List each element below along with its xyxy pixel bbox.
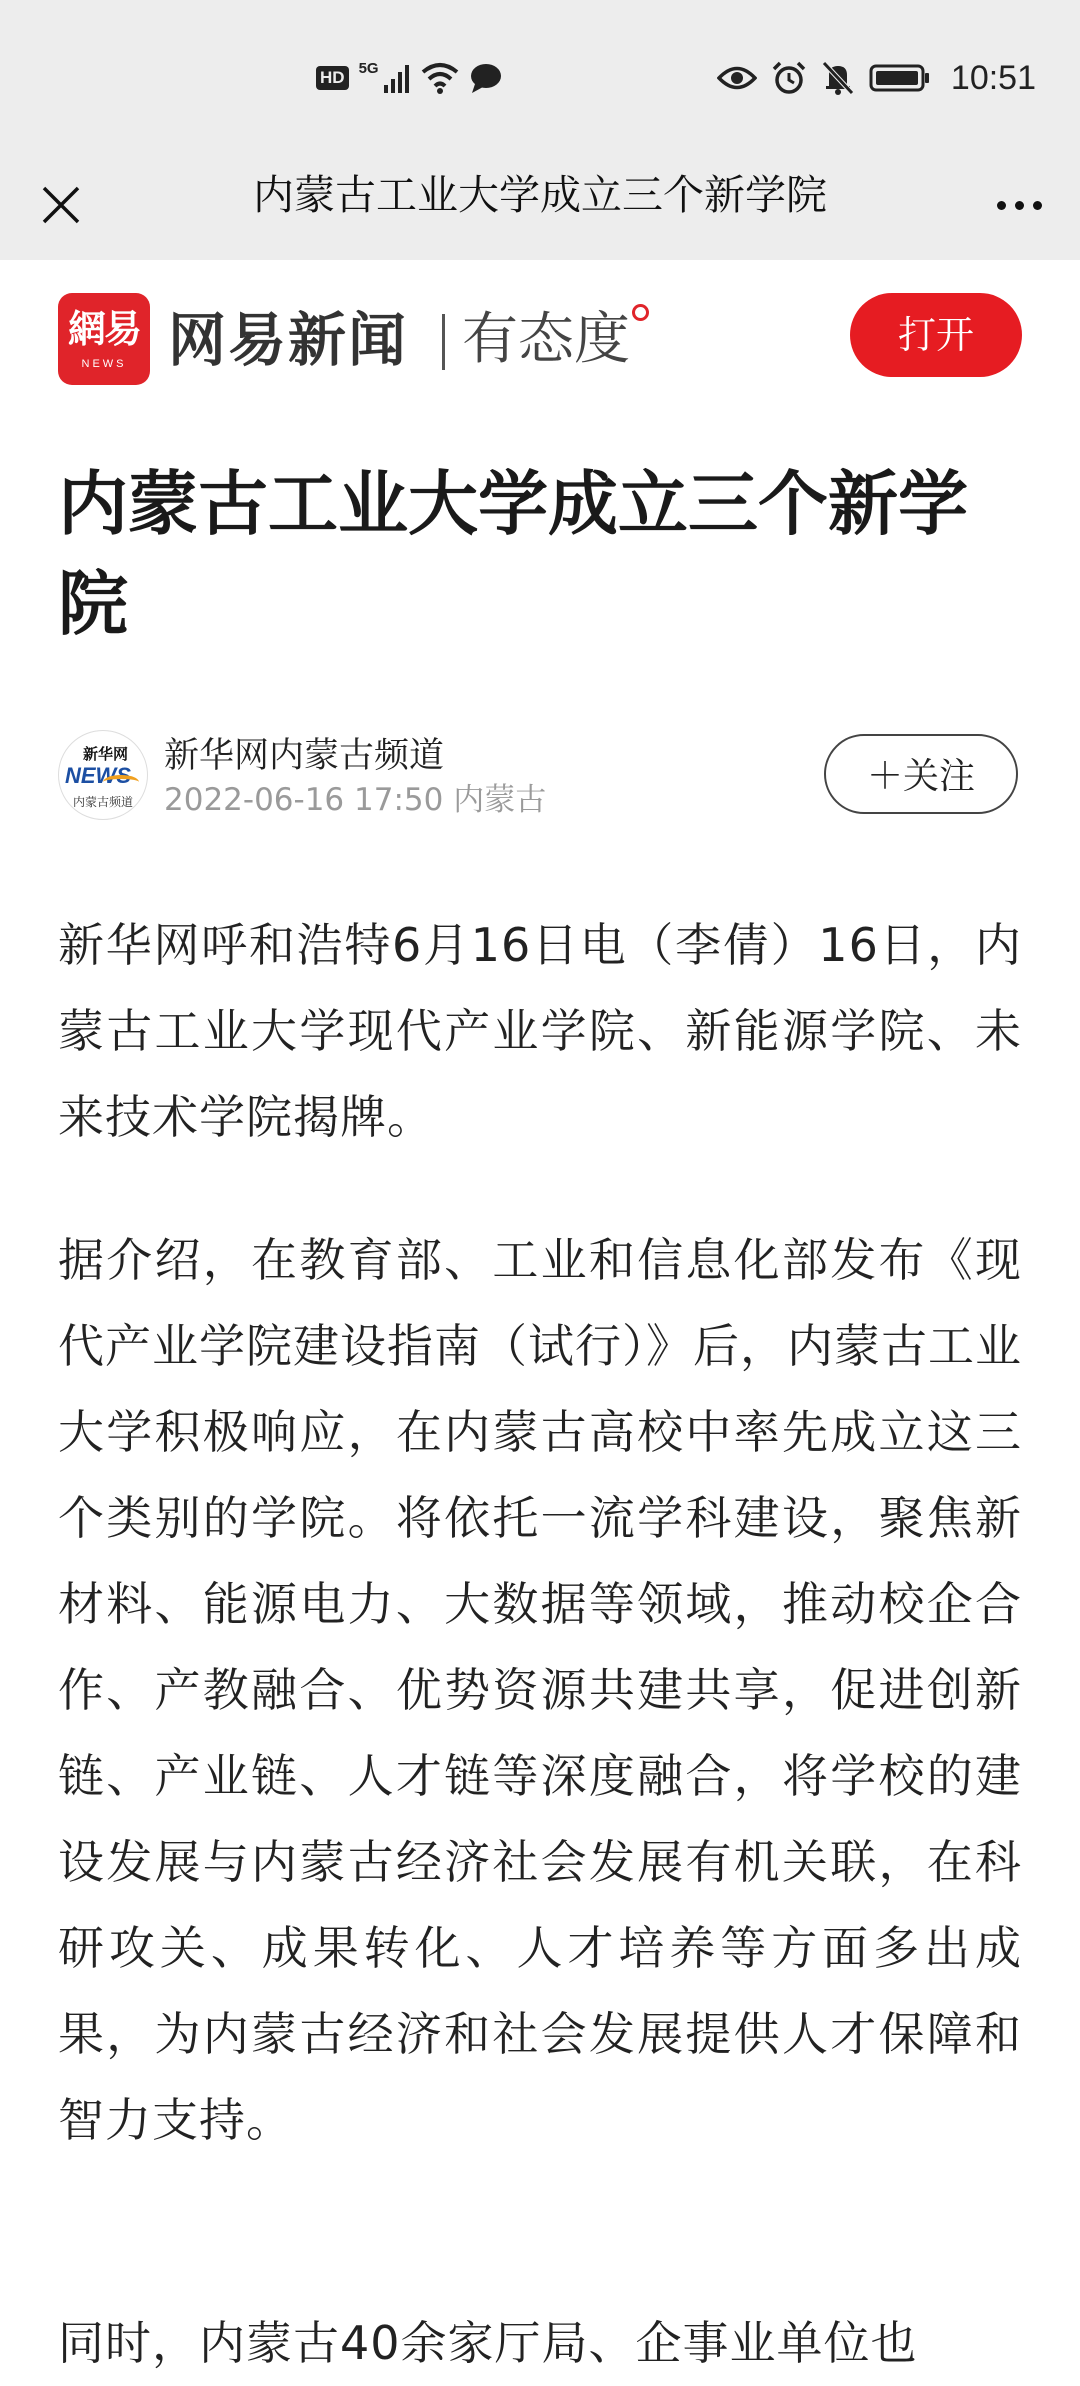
- brand-divider: [442, 314, 445, 370]
- article-headline: 内蒙古工业大学成立三个新学院: [58, 463, 968, 645]
- more-button[interactable]: [984, 170, 1054, 240]
- wifi-icon: [421, 62, 459, 94]
- author-avatar[interactable]: [58, 730, 148, 820]
- brand-name: 网易新闻: [168, 306, 409, 374]
- page-title: 内蒙古工业大学成立三个新学院: [253, 171, 827, 219]
- network-type-label: 5G: [358, 59, 379, 77]
- signal-icon: [383, 63, 411, 93]
- avatar-bottom-text: 内蒙古频道: [73, 795, 134, 809]
- avatar-top-text: 新华网: [83, 745, 129, 763]
- netease-news-logo[interactable]: [58, 293, 150, 385]
- author-name[interactable]: 新华网内蒙古频道: [164, 736, 445, 776]
- author-row: [0, 720, 1080, 830]
- eye-icon: [717, 63, 757, 93]
- status-bar: [0, 0, 1080, 150]
- clock: 10:51: [950, 58, 1036, 97]
- status-icons-left: [316, 58, 503, 98]
- more-icon-dot: [1033, 201, 1042, 210]
- brand-slogan: 有态度: [462, 307, 630, 372]
- close-icon: [41, 185, 81, 225]
- alarm-icon: [771, 60, 807, 96]
- chat-bubble-icon: [469, 62, 503, 94]
- avatar-news-text: NEWS: [65, 763, 131, 788]
- close-button[interactable]: [26, 170, 96, 240]
- nav-bar: [0, 150, 1080, 260]
- article-paragraph: 新华网呼和浩特6月16日电（李倩）16日，内蒙古工业大学现代产业学院、新能源学院、未来技术学院揭牌。: [58, 918, 1022, 1144]
- follow-button[interactable]: ＋关注: [824, 734, 1018, 814]
- publish-meta: 2022-06-16 17:50 内蒙古: [164, 782, 547, 818]
- avatar-swoosh: [103, 775, 139, 789]
- battery-icon: [869, 63, 931, 93]
- slogan-degree-mark: [632, 304, 649, 321]
- mute-bell-icon: [821, 60, 855, 96]
- logo-text: 網易: [67, 306, 140, 351]
- open-app-button[interactable]: 打开: [850, 293, 1022, 377]
- more-icon-dot: [1015, 201, 1024, 210]
- brand-bar: [0, 260, 1080, 400]
- more-icon-dot: [997, 201, 1006, 210]
- logo-sub-text: NEWS: [81, 358, 127, 370]
- article-paragraph: 据介绍，在教育部、工业和信息化部发布《现代产业学院建设指南（试行）》后，内蒙古工业大学积极响应，在内蒙古高校中率先成立这三个类别的学院。将依托一流学科建设，聚焦新材料、能源电力、大数据等领域，推动校企合作、产教融合、优势资源共建共享，促进创新链、产业链、人才链等深度融合，将学校的建设发展与内蒙古经济社会发展有机关联，在科研攻关、成果转化、人才培养等方面多出成果，为内蒙古经济和社会发展提供人才保障和智力支持。: [58, 1233, 1022, 2147]
- hd-icon: HD: [316, 66, 349, 90]
- article-paragraph: 同时，内蒙古40余家厅局、企事业单位也: [58, 2316, 918, 2370]
- status-icons-right: [717, 56, 1036, 100]
